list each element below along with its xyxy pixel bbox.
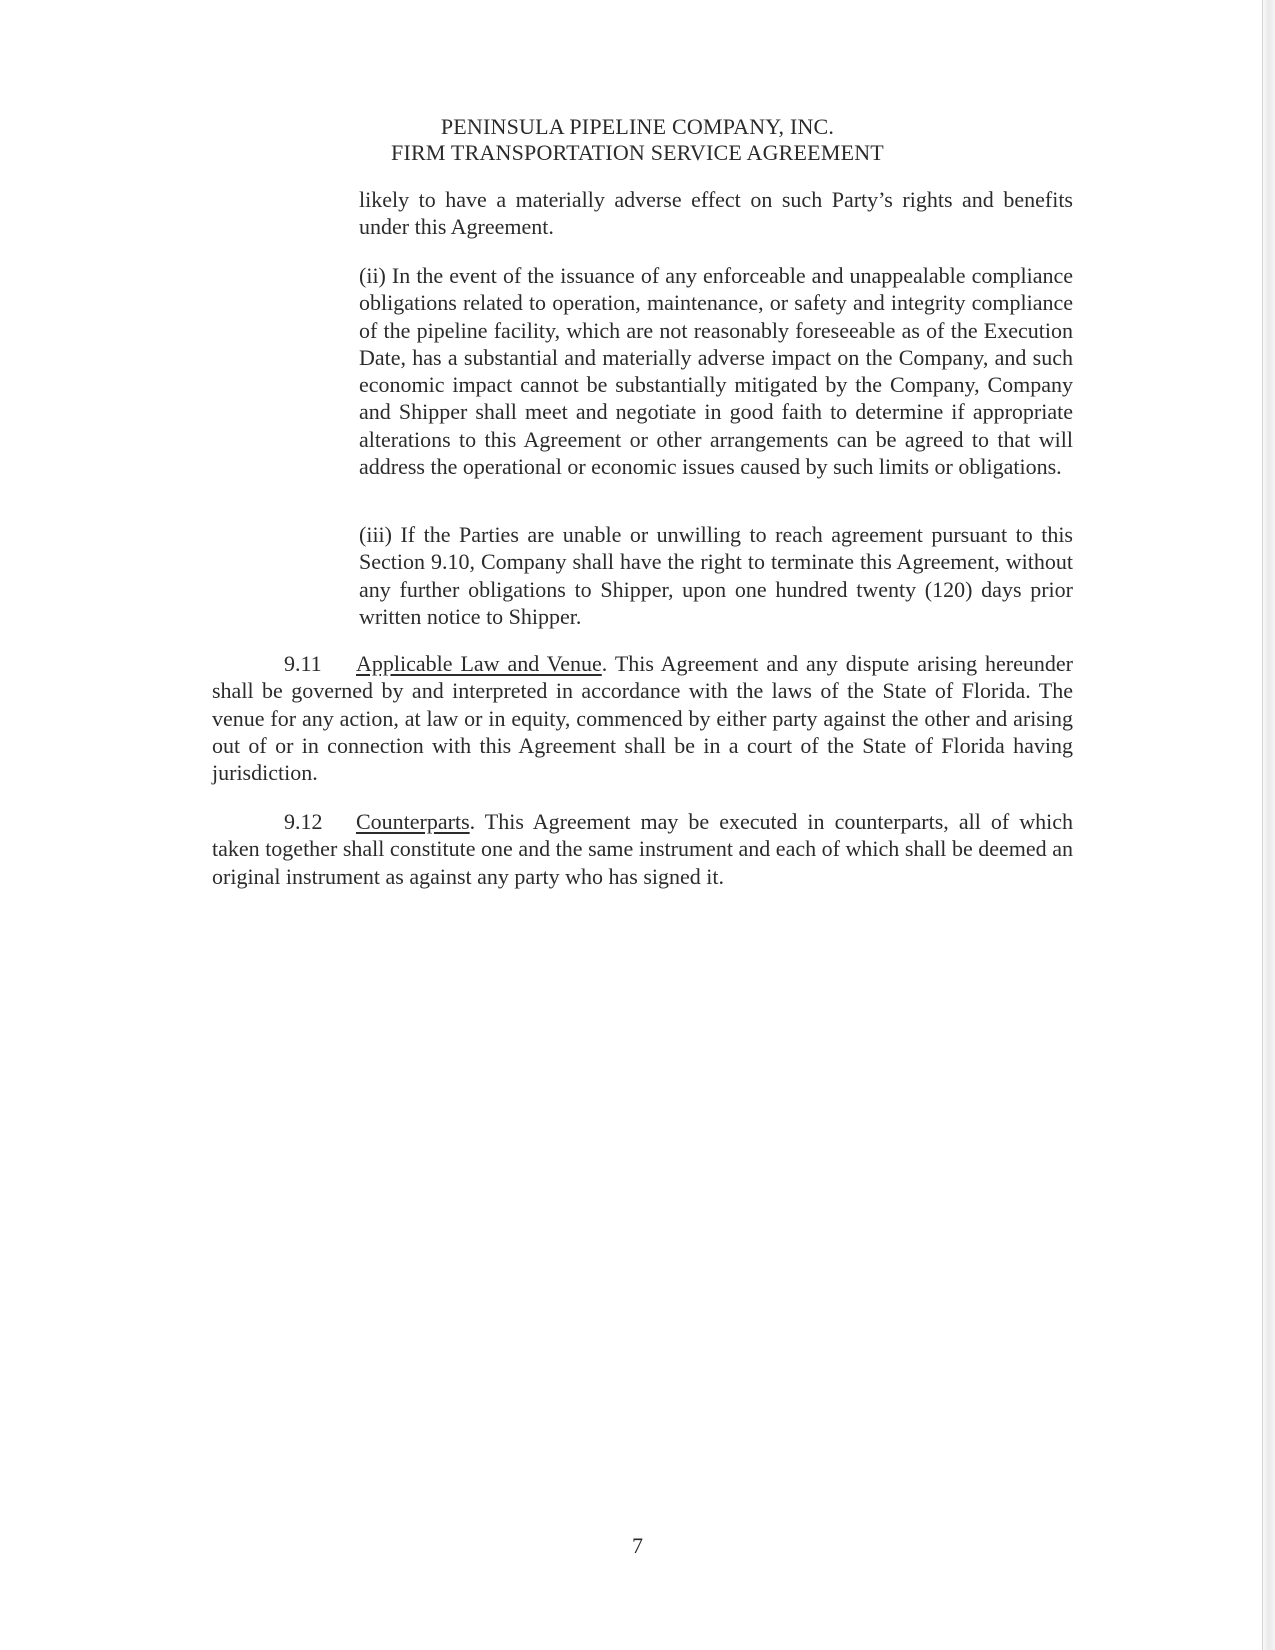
section-9-12	[212, 808, 1073, 890]
clause-iii-paragraph	[359, 521, 1073, 630]
clause-ii-paragraph	[359, 262, 1073, 480]
page-edge-line	[1262, 0, 1263, 1650]
page-edge-shadow	[1261, 0, 1275, 1650]
section-9-12-title: Counterparts	[356, 809, 470, 834]
section-9-12-number: 9.12	[284, 809, 323, 834]
section-9-12-paragraph	[212, 808, 1073, 890]
continuation-text: likely to have a materially adverse effect on such Party’s rights and benefits under this Agreement.	[359, 187, 1073, 240]
section-9-11-body: . This Agreement and any dispute arising hereunder shall be governed by and interpreted in accordance with the laws of the State of Florida. The venue for any action, at law or in equity, commenced by either party against the other and arising out of or in connection with this Agreement shall be in a court of the State of Florida having jurisdiction.	[212, 651, 1073, 786]
section-9-11-number: 9.11	[284, 651, 322, 676]
page-number: 7	[632, 1533, 643, 1558]
clause-iii-text: (iii) If the Parties are unable or unwilling to reach agreement pursuant to this Section 9.10, Company shall have the right to terminate this Agreement, without any further obligations to Shipper, upon one hundred twenty (120) days prior written notice to Shipper.	[359, 522, 1073, 629]
document-header	[0, 114, 1275, 166]
section-9-12-body: . This Agreement may be executed in counterparts, all of which taken together shall constitute one and the same instrument and each of which shall be deemed an original instrument as against any party who has signed it.	[212, 809, 1073, 889]
section-9-11-paragraph	[212, 650, 1073, 786]
header-agreement-title: FIRM TRANSPORTATION SERVICE AGREEMENT	[391, 140, 884, 165]
section-9-11-title: Applicable Law and Venue	[356, 651, 602, 676]
continuation-paragraph	[359, 186, 1073, 241]
header-company-name: PENINSULA PIPELINE COMPANY, INC.	[440, 114, 835, 139]
section-9-11	[212, 650, 1073, 786]
clause-ii-text: (ii) In the event of the issuance of any enforceable and unappealable compliance obligations related to operation, maintenance, or safety and integrity compliance of the pipeline facility, which are not reasonably foreseeable as of the Execution Date, has a substantial and materially adverse impact on the Company, and such economic impact cannot be substantially mitigated by the Company, Company and Shipper shall meet and negotiate in good faith to determine if appropriate alterations to this Agreement or other arrangements can be agreed to that will address the operational or economic issues caused by such limits or obligations.	[359, 263, 1073, 480]
